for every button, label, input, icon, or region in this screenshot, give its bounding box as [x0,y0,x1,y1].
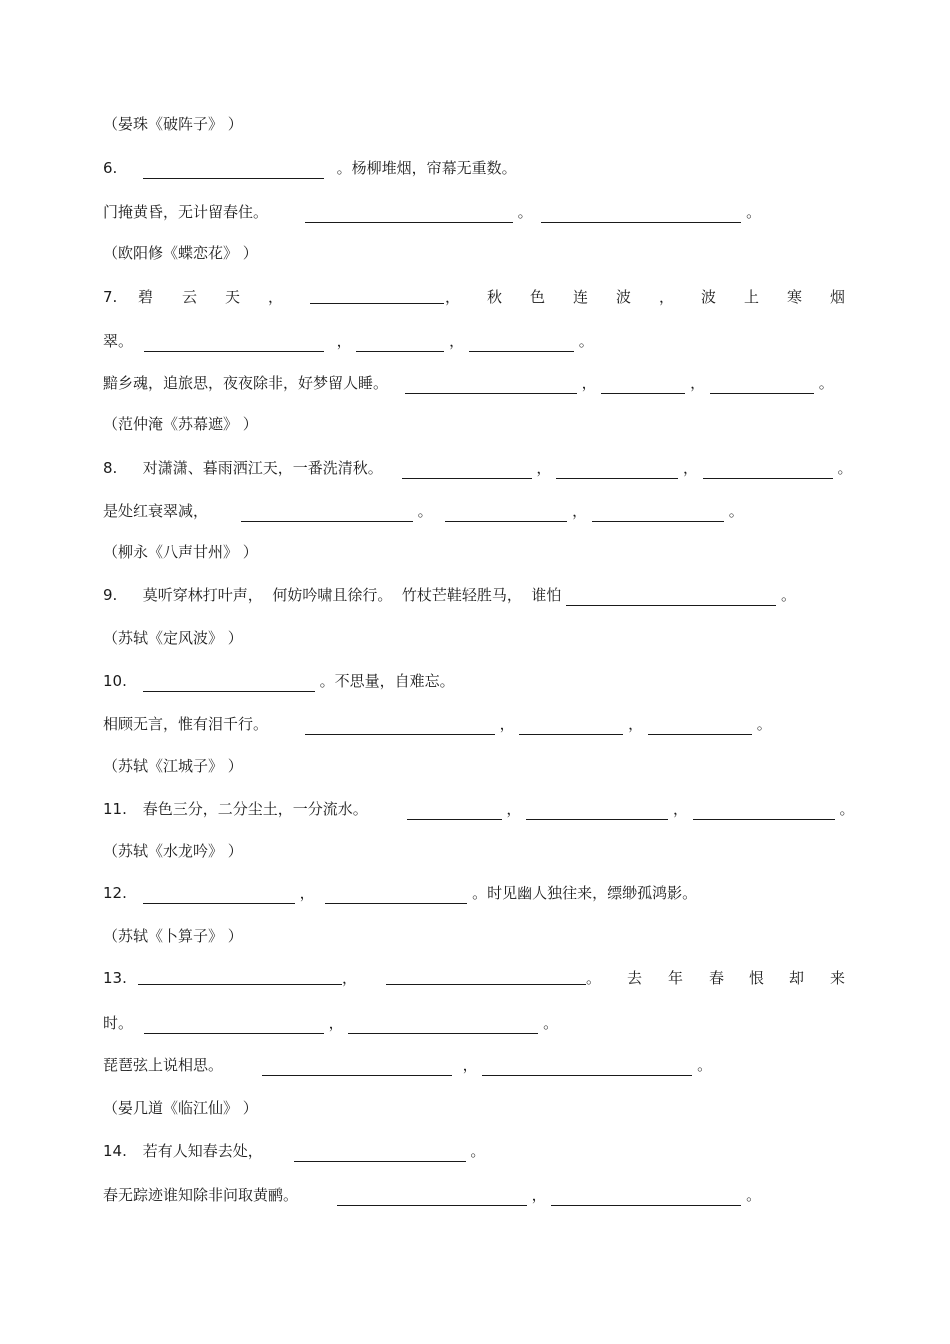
item-number: 10. [103,672,127,690]
answer-blank[interactable] [356,334,444,352]
poem-char: ， [659,288,675,306]
item-11-line-1 [103,798,855,820]
source-line-7 [103,413,258,435]
answer-blank[interactable] [305,717,495,735]
punctuation: ， [672,800,688,818]
answer-blank[interactable] [262,1058,452,1076]
answer-blank[interactable] [143,161,324,179]
poem-char: ， [268,288,284,306]
source-line-8 [103,541,258,563]
source-line-9 [103,627,243,649]
punctuation: 。 [837,459,853,477]
poem-char: 烟 [830,288,846,306]
item-14-line-1 [103,1140,485,1162]
poem-text: 对潇潇、暮雨洒江天，一番洗清秋。 [142,459,383,477]
answer-blank[interactable] [566,588,776,606]
punctuation: ， [572,502,588,520]
poem-char: 来 [830,969,846,987]
punctuation: 。 [586,969,602,987]
answer-blank[interactable] [601,376,685,394]
source-line-10 [103,755,243,777]
punctuation: 。 [543,1014,559,1032]
poem-char: 年 [668,969,684,987]
poem-text: 若有人知春去处， [142,1142,263,1160]
poem-char: 波 [701,288,717,306]
punctuation: ， [628,715,644,733]
answer-blank[interactable] [445,504,567,522]
answer-blank[interactable] [526,802,668,820]
item-12-line-1 [103,882,697,904]
punctuation: ， [342,969,358,987]
answer-blank[interactable] [407,802,502,820]
item-7-line-1 [103,286,848,308]
punctuation: 。 [818,374,834,392]
punctuation: ， [581,374,597,392]
poem-text: 莫听穿林打叶声， 何妨吟啸且徐行。 竹杖芒鞋轻胜马， 谁怕 [142,586,562,604]
source-text: （晏珠《破阵子》 ） [103,115,243,133]
source-text: （苏轼《江城子》 ） [103,757,243,775]
answer-blank[interactable] [241,504,413,522]
punctuation: 。 [697,1056,713,1074]
source-line-13 [103,1097,258,1119]
answer-blank[interactable] [294,1144,466,1162]
punctuation: ， [449,332,465,350]
poem-text: 时。 [103,1014,134,1032]
answer-blank[interactable] [310,286,444,304]
answer-blank[interactable] [592,504,724,522]
item-8-line-2 [103,500,744,522]
poem-text: 春无踪迹谁知除非问取黄鹂。 [103,1186,299,1204]
punctuation: ， [536,459,552,477]
poem-char: 碧 [138,288,154,306]
answer-blank[interactable] [710,376,814,394]
poem-char: 上 [744,288,760,306]
answer-blank[interactable] [144,334,324,352]
poem-text: 相顾无言，惟有泪千行。 [103,715,269,733]
source-text: （范仲淹《苏幕遮》 ） [103,415,258,433]
answer-blank[interactable] [405,376,577,394]
answer-blank[interactable] [348,1016,538,1034]
punctuation: ， [690,374,706,392]
item-number: 8. [103,459,118,477]
punctuation: ， [336,332,352,350]
answer-blank[interactable] [402,461,532,479]
source-line-11 [103,840,243,862]
punctuation: ， [682,459,698,477]
item-7-line-2 [103,330,594,352]
answer-blank[interactable] [482,1058,692,1076]
item-6-line-1 [103,157,517,179]
answer-blank[interactable] [703,461,833,479]
answer-blank[interactable] [541,205,741,223]
punctuation: ， [499,715,515,733]
poem-char: ， [445,288,461,306]
poem-text: 翠。 [103,332,134,350]
punctuation: ， [506,800,522,818]
source-text: （欧阳修《蝶恋花》 ） [103,244,258,262]
item-8-line-1 [103,457,853,479]
item-9-line-1 [103,584,796,606]
poem-char: 连 [573,288,589,306]
source-text: （苏轼《水龙吟》 ） [103,842,243,860]
source-line-5 [103,113,243,135]
item-13-line-2 [103,1012,558,1034]
item-number: 6. [103,159,118,177]
answer-blank[interactable] [138,967,342,985]
item-10-line-2 [103,713,772,735]
punctuation: 。 [746,1186,762,1204]
answer-blank[interactable] [305,205,513,223]
item-6-line-2 [103,201,761,223]
punctuation: 。 [470,1142,486,1160]
punctuation: 。 [839,800,855,818]
poem-text: 门掩黄昏，无计留春住。 [103,203,269,221]
item-number: 12. [103,884,127,902]
answer-blank[interactable] [469,334,574,352]
answer-blank[interactable] [144,1016,324,1034]
source-line-12 [103,925,243,947]
poem-text: 黯乡魂，追旅思，夜夜除非，好梦留人睡。 [103,374,389,392]
answer-blank[interactable] [648,717,752,735]
poem-char: 秋 [487,288,503,306]
item-number: 9. [103,586,118,604]
poem-char: 去 [627,969,643,987]
item-14-line-2 [103,1184,761,1206]
poem-char: 寒 [787,288,803,306]
punctuation: 。 [417,502,433,520]
punctuation: 。 [756,715,772,733]
punctuation: 。 [746,203,762,221]
item-number: 13. [103,969,127,987]
poem-char: 春 [709,969,725,987]
punctuation: 。 [728,502,744,520]
answer-blank[interactable] [143,674,315,692]
poem-char: 恨 [749,969,765,987]
source-text: （苏轼《定风波》 ） [103,629,243,647]
punctuation: 。 [780,586,796,604]
item-number: 7. [103,288,118,306]
poem-text: 。不思量，自难忘。 [319,672,455,690]
poem-char: 色 [530,288,546,306]
poem-text: 琵琶弦上说相思。 [103,1056,224,1074]
item-10-line-1 [103,670,455,692]
source-text: （柳永《八声甘州》 ） [103,543,258,561]
poem-text: 是处红衰翠减， [103,502,209,520]
answer-blank[interactable] [325,886,467,904]
answer-blank[interactable] [337,1188,527,1206]
answer-blank[interactable] [556,461,678,479]
punctuation: ， [462,1056,478,1074]
poem-char: 却 [789,969,805,987]
poem-text: 春色三分，二分尘土，一分流水。 [142,800,368,818]
poem-text: 。时见幽人独往来，缥缈孤鸿影。 [472,884,698,902]
poem-text: 。杨柳堆烟，帘幕无重数。 [336,159,517,177]
punctuation: 。 [578,332,594,350]
punctuation: 。 [517,203,533,221]
answer-blank[interactable] [519,717,623,735]
punctuation: ， [299,884,315,902]
item-number: 11. [103,800,127,818]
punctuation: ， [328,1014,344,1032]
item-13-line-1 [103,967,848,989]
source-line-6 [103,242,258,264]
source-text: （晏几道《临江仙》 ） [103,1099,258,1117]
poem-char: 波 [616,288,632,306]
item-number: 14. [103,1142,127,1160]
poem-char: 云 [182,288,198,306]
item-7-line-3 [103,372,834,394]
answer-blank[interactable] [693,802,835,820]
answer-blank[interactable] [143,886,295,904]
poem-char: 天 [225,288,241,306]
answer-blank[interactable] [386,967,586,985]
punctuation: ， [531,1186,547,1204]
item-13-line-3 [103,1054,712,1076]
answer-blank[interactable] [551,1188,741,1206]
source-text: （苏轼《卜算子》 ） [103,927,243,945]
